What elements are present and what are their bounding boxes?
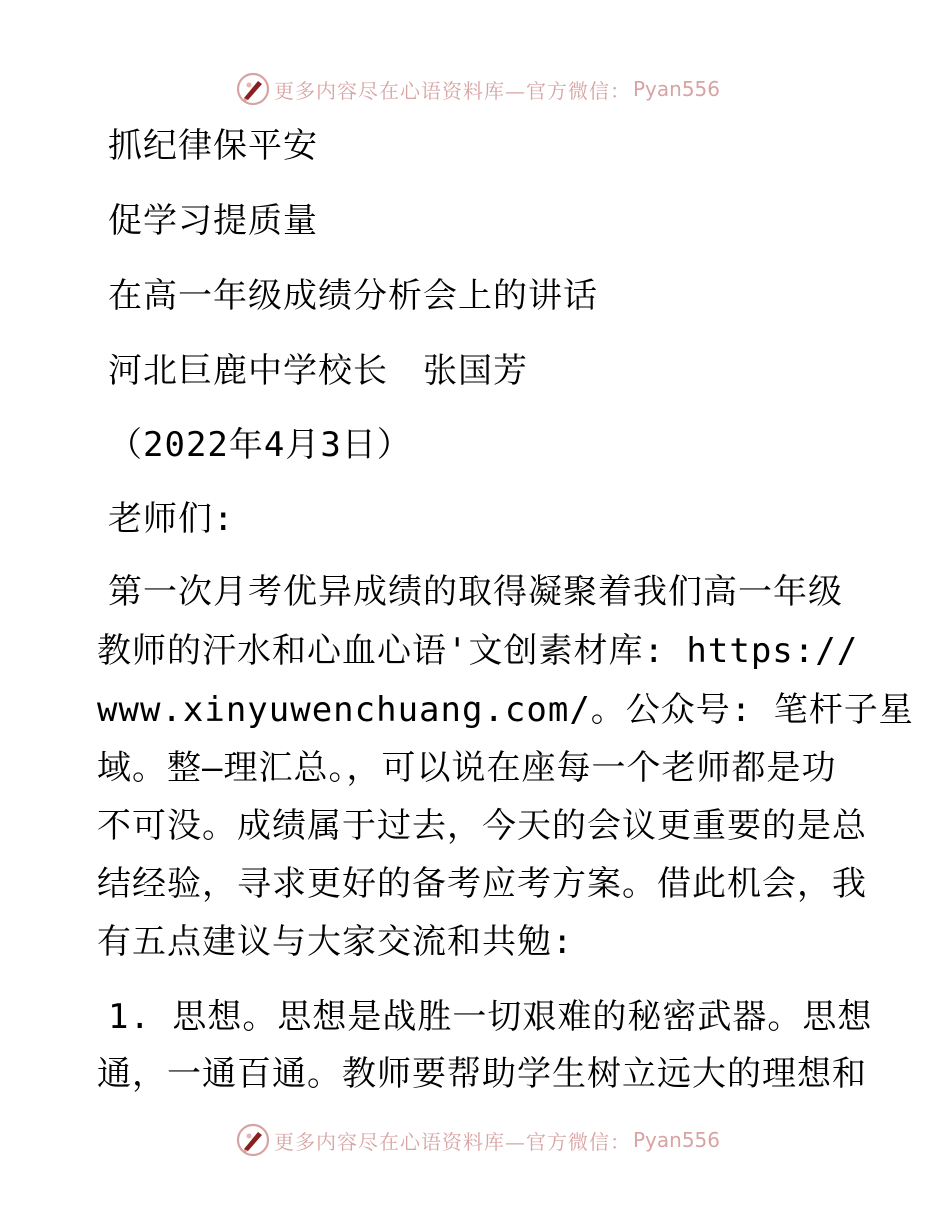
paragraph-1-line-5: 不可没。成绩属于过去，今天的会议更重要的是总 (97, 806, 867, 846)
title-line-1: 抓纪律保平安 (108, 126, 318, 166)
watermark-wechat-id: Pyan556 (633, 1128, 721, 1152)
top-watermark-banner (236, 72, 720, 106)
date-line: （2022年4月3日） (108, 425, 412, 465)
bottom-watermark-banner (236, 1123, 720, 1157)
paragraph-2-line-2: 通，一通百通。教师要帮助学生树立远大的理想和 (97, 1054, 867, 1094)
paragraph-1-line-3: www.xinyuwenchuang.com/。公众号: 笔杆子星 (97, 690, 914, 730)
paragraph-1-line-1: 第一次月考优异成绩的取得凝聚着我们高一年级 (108, 572, 843, 612)
paragraph-1-line-6: 结经验，寻求更好的备考应考方案。借此机会，我 (97, 864, 867, 904)
paragraph-1-line-7: 有五点建议与大家交流和共勉: (97, 922, 574, 962)
watermark-text: 更多内容尽在心语资料库—官方微信： (274, 78, 631, 103)
paragraph-2-line-1: 1. 思想。思想是战胜一切艰难的秘密武器。思想 (108, 997, 873, 1037)
paragraph-1-line-4: 域。整—理汇总。，可以说在座每一个老师都是功 (97, 748, 837, 788)
pen-logo-icon (236, 1123, 270, 1157)
salutation: 老师们: (108, 499, 235, 539)
speech-subtitle: 在高一年级成绩分析会上的讲话 (108, 276, 598, 316)
pen-logo-icon (236, 72, 270, 106)
paragraph-1-line-2: 教师的汗水和心血心语'文创素材库: https:// (97, 631, 859, 671)
watermark-wechat-id: Pyan556 (633, 77, 721, 101)
watermark-text: 更多内容尽在心语资料库—官方微信： (274, 1129, 631, 1154)
title-line-2: 促学习提质量 (108, 201, 318, 241)
speaker-line: 河北巨鹿中学校长 张国芳 (108, 351, 528, 391)
